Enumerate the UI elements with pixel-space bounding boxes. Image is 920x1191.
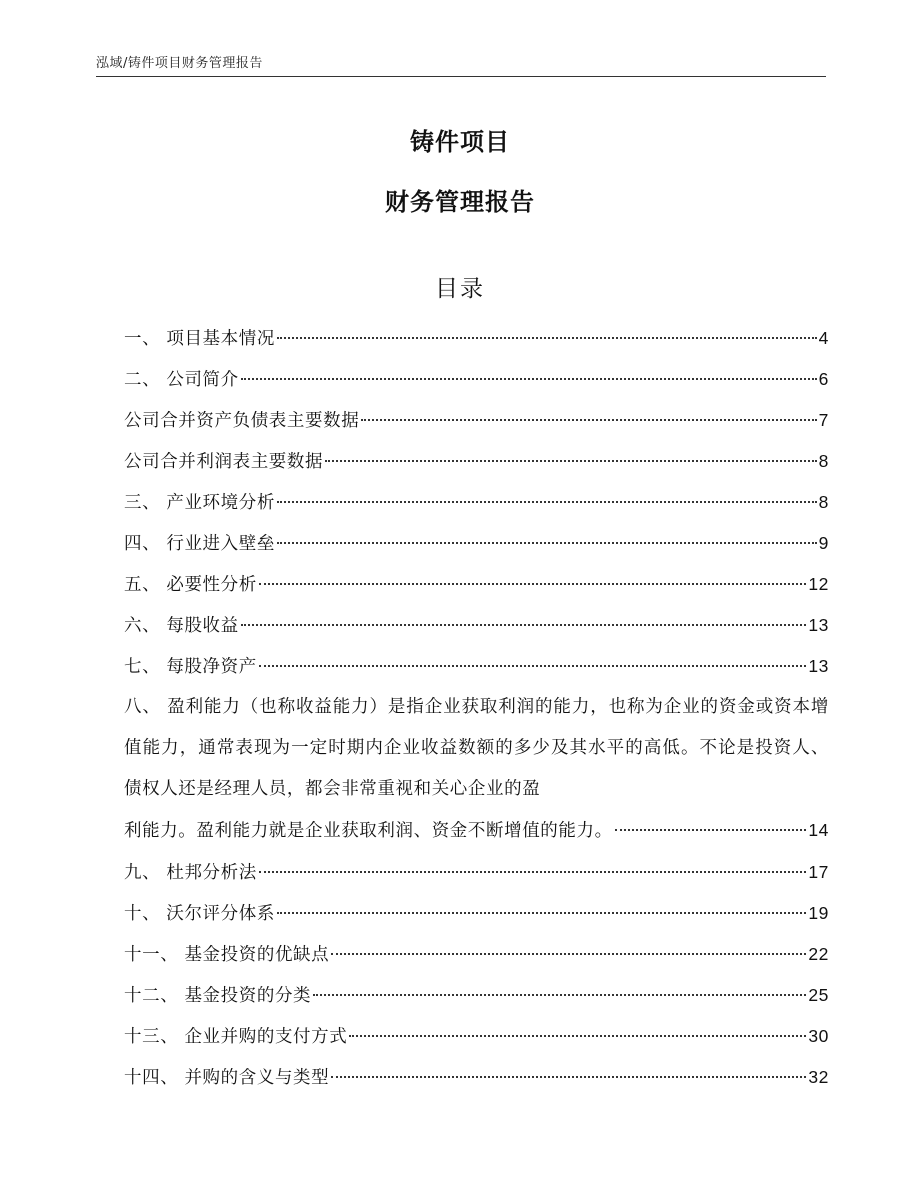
toc-entry-page: 13 [808, 615, 829, 635]
toc-entry-page: 32 [808, 1067, 829, 1087]
table-of-contents [124, 318, 829, 1098]
toc-entry-label: 七、 每股净资产 [124, 657, 257, 677]
toc-entry-page: 30 [808, 1026, 829, 1046]
document-subtitle: 财务管理报告 [385, 188, 535, 216]
toc-entry-label: 三、 产业环境分析 [124, 493, 275, 513]
toc-entry[interactable] [124, 852, 829, 893]
toc-entry-label: 六、 每股收益 [124, 616, 239, 636]
toc-entry[interactable] [124, 605, 829, 646]
toc-entry-label: 四、 行业进入壁垒 [124, 534, 275, 554]
toc-leader-dots [331, 1076, 806, 1078]
toc-leader-dots [615, 829, 807, 831]
toc-entry[interactable] [124, 564, 829, 605]
toc-entry[interactable] [124, 893, 829, 934]
toc-leader-dots [259, 665, 806, 667]
toc-leader-dots [325, 460, 817, 462]
toc-leader-dots [259, 583, 806, 585]
toc-entry-label: 十三、 企业并购的支付方式 [124, 1027, 348, 1047]
toc-entry-page: 25 [808, 985, 829, 1005]
toc-entry-label: 二、 公司简介 [124, 370, 239, 390]
toc-entry-label: 公司合并资产负债表主要数据 [124, 411, 360, 431]
toc-leader-dots [349, 1035, 806, 1037]
toc-leader-dots [361, 419, 816, 421]
toc-entry-page: 8 [818, 451, 829, 471]
running-header: 泓域/铸件项目财务管理报告 [96, 56, 263, 71]
toc-entry-page: 22 [808, 944, 829, 964]
toc-entry-page: 7 [818, 410, 829, 430]
toc-entry[interactable] [124, 523, 829, 564]
toc-heading: 目录 [435, 276, 485, 302]
toc-entry-page: 6 [818, 369, 829, 389]
toc-entry[interactable] [124, 975, 829, 1016]
toc-entry-label: 十、 沃尔评分体系 [124, 904, 275, 924]
toc-entry-page: 12 [808, 574, 829, 594]
toc-entry-label: 一、 项目基本情况 [124, 329, 275, 349]
toc-entry[interactable] [124, 934, 829, 975]
toc-leader-dots [241, 378, 817, 380]
toc-leader-dots [277, 542, 817, 544]
toc-entry[interactable] [124, 1057, 829, 1098]
toc-entry-page: 17 [808, 862, 829, 882]
toc-entry[interactable] [124, 646, 829, 687]
toc-entry-page: 13 [808, 656, 829, 676]
toc-entry[interactable] [124, 687, 829, 852]
toc-entry-page: 14 [808, 820, 829, 840]
toc-leader-dots [277, 501, 817, 503]
toc-entry-label: 八、 盈利能力（也称收益能力）是指企业获取利润的能力，也称为企业的资金或资本增值能力，通常表现为一定时期内企业收益数额的多少及其水平的高低。不论是投资人、债权人还是经理人员，都会非常重视和关心企业的盈 [124, 697, 829, 799]
toc-entry[interactable] [124, 482, 829, 523]
document-title: 铸件项目 [410, 128, 510, 156]
toc-leader-dots [241, 624, 807, 626]
toc-entry[interactable] [124, 1016, 829, 1057]
toc-entry-label: 五、 必要性分析 [124, 575, 257, 595]
toc-entry-page: 19 [808, 903, 829, 923]
header-divider [96, 76, 826, 77]
toc-entry-page: 9 [818, 533, 829, 553]
toc-entry[interactable] [124, 400, 829, 441]
toc-leader-dots [277, 912, 806, 914]
toc-leader-dots [331, 953, 806, 955]
toc-entry[interactable] [124, 318, 829, 359]
toc-leader-dots [259, 871, 806, 873]
toc-entry-label: 十二、 基金投资的分类 [124, 986, 312, 1006]
toc-leader-dots [313, 994, 806, 996]
toc-entry-label: 十四、 并购的含义与类型 [124, 1068, 330, 1088]
toc-entry-label: 九、 杜邦分析法 [124, 863, 257, 883]
toc-entry-page: 8 [818, 492, 829, 512]
toc-entry-label: 公司合并利润表主要数据 [124, 452, 324, 472]
toc-entry-label: 十一、 基金投资的优缺点 [124, 945, 330, 965]
toc-entry-label-tail: 利能力。盈利能力就是企业获取利润、资金不断增值的能力。 [124, 821, 613, 841]
toc-entry[interactable] [124, 359, 829, 400]
toc-entry-last-line [124, 810, 829, 852]
toc-entry-page: 4 [818, 328, 829, 348]
toc-entry[interactable] [124, 441, 829, 482]
toc-leader-dots [277, 337, 817, 339]
